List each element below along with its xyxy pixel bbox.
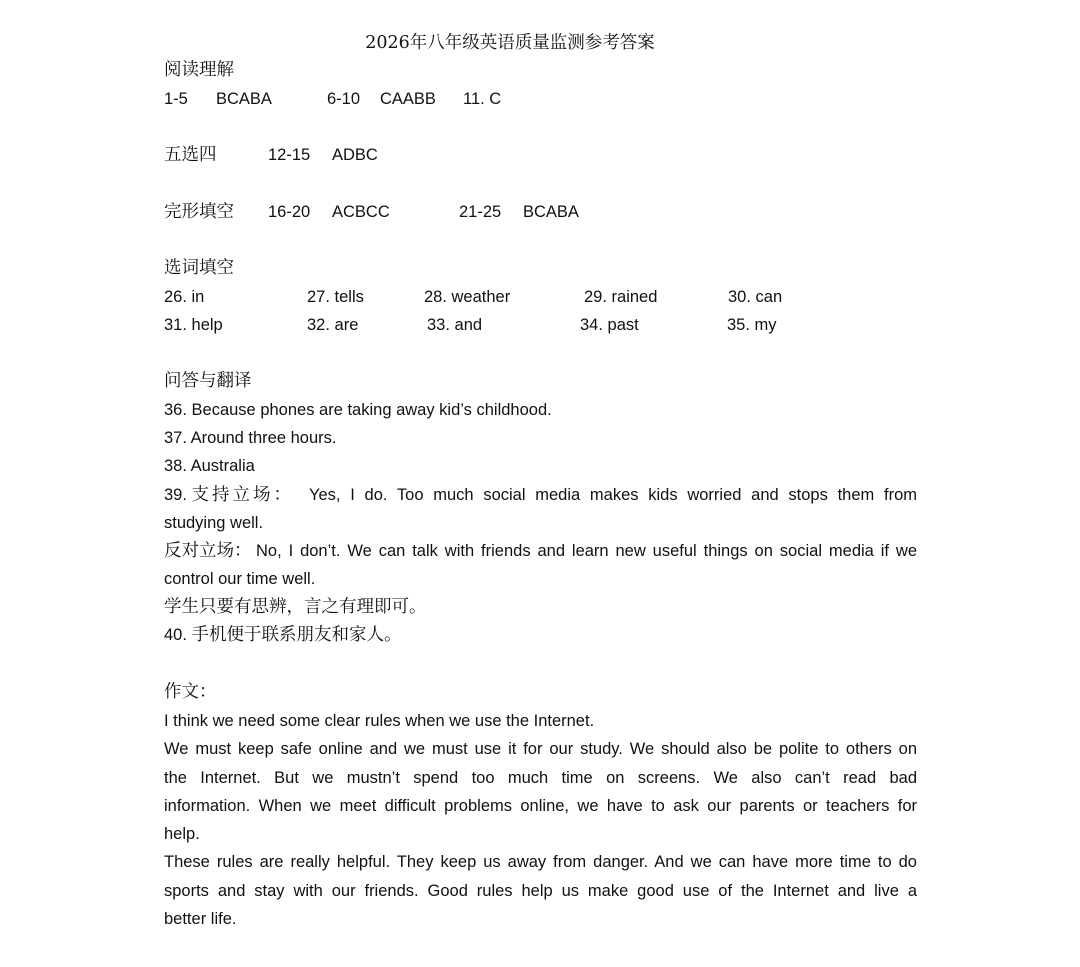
answer-40-number: 40. (164, 626, 187, 644)
word-fill-34: 34. past (580, 316, 639, 334)
reading-answers-2: CAABB (380, 90, 436, 108)
reading-answer-11: 11. C (463, 90, 502, 108)
answer-39-oppose-line-1 (164, 537, 917, 565)
qa-heading: 问答与翻译 (164, 371, 252, 391)
page-title: 2026年八年级英语质量监测参考答案 (365, 33, 655, 53)
word-fill-31: 31. help (164, 316, 223, 334)
word-fill-heading: 选词填空 (164, 258, 234, 278)
reading-range-2: 6-10 (327, 90, 361, 108)
reading-range-1: 1-5 (164, 90, 188, 108)
essay-heading: 作文： (164, 682, 217, 702)
reading-answers-row (164, 85, 664, 113)
word-fill-35: 35. my (727, 316, 777, 334)
word-fill-30: 30. can (728, 288, 783, 306)
word-fill-29: 29. rained (584, 288, 658, 306)
essay-line-6: These rules are really helpful. They keep us away from danger. And we can have more time to do (164, 853, 917, 871)
answer-39-support-label: 支持立场： (191, 485, 295, 505)
cloze-answers-1: ACBCC (332, 203, 390, 221)
cloze-range-2: 21-25 (459, 203, 502, 221)
five-four-heading: 五选四 (164, 145, 217, 165)
answer-40 (164, 621, 402, 649)
cloze-row (164, 198, 664, 226)
answer-39-oppose-label: 反对立场： (164, 541, 252, 561)
answer-39-number: 39. (164, 486, 187, 504)
answer-38: 38. Australia (164, 457, 255, 475)
answer-36: 36. Because phones are taking away kid’s childhood. (164, 401, 552, 419)
cloze-heading: 完形填空 (164, 202, 234, 222)
essay-line-2: We must keep safe online and we must use it for our study. We should also be polite to others on (164, 740, 917, 758)
answer-39-support-line-1 (164, 481, 917, 509)
five-four-answers: ADBC (332, 146, 378, 164)
answer-39-oppose-text-1: No, I don’t. We can talk with friends and learn new useful things on social media if we (256, 542, 917, 560)
answer-37: 37. Around three hours. (164, 429, 337, 447)
five-four-row (164, 141, 564, 169)
answer-40-text: 手机便于联系朋友和家人。 (191, 625, 402, 645)
answer-39-oppose-text-2: control our time well. (164, 570, 316, 588)
essay-line-8: better life. (164, 910, 237, 928)
answer-39-note: 学生只要有思辨，言之有理即可。 (164, 597, 427, 617)
word-fill-33: 33. and (427, 316, 483, 334)
essay-line-5: help. (164, 825, 200, 843)
essay-line-1: I think we need some clear rules when we use the Internet. (164, 712, 595, 730)
essay-line-7: sports and stay with our friends. Good rules help us make good use of the Internet and live a (164, 882, 917, 900)
reading-heading: 阅读理解 (164, 60, 234, 80)
five-four-range: 12-15 (268, 146, 311, 164)
word-fill-row-1 (164, 283, 864, 311)
word-fill-32: 32. are (307, 316, 359, 334)
essay-line-4: information. When we meet difficult problems online, we have to ask our parents or teachers for (164, 797, 917, 815)
cloze-range-1: 16-20 (268, 203, 311, 221)
cloze-answers-2: BCABA (523, 203, 579, 221)
word-fill-row-2 (164, 311, 864, 339)
word-fill-26: 26. in (164, 288, 205, 306)
answer-39-support-text-1: Yes, I do. Too much social media makes kids worried and stops them from (309, 486, 917, 504)
reading-answers-1: BCABA (216, 90, 272, 108)
word-fill-28: 28. weather (424, 288, 511, 306)
word-fill-27: 27. tells (307, 288, 364, 306)
answer-39-support-text-2: studying well. (164, 514, 264, 532)
essay-line-3: the Internet. But we mustn’t spend too much time on screens. We also can’t read bad (164, 769, 917, 787)
